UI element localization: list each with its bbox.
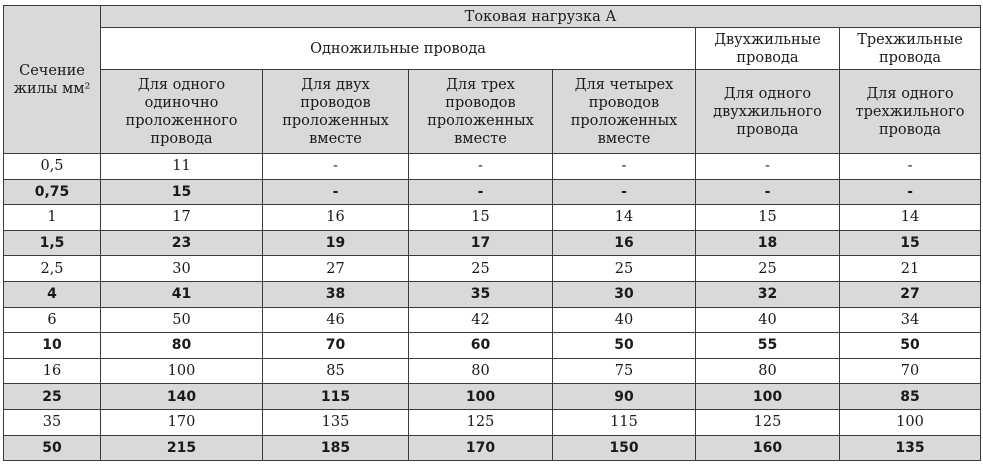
- current-value-cell: 50: [101, 307, 263, 333]
- current-value-cell: -: [409, 179, 553, 205]
- current-value-cell: 19: [263, 230, 409, 256]
- current-value-cell: -: [840, 154, 981, 180]
- table-header: [4, 6, 981, 154]
- current-value-cell: 150: [553, 435, 696, 461]
- table-row: [4, 179, 981, 205]
- current-value-cell: 70: [263, 333, 409, 359]
- current-value-cell: 85: [263, 358, 409, 384]
- two-core-group-header: Двухжильные провода: [696, 28, 840, 70]
- current-load-title: Токовая нагрузка А: [101, 6, 981, 28]
- table-row: [4, 435, 981, 461]
- current-value-cell: -: [840, 179, 981, 205]
- current-value-cell: 27: [840, 281, 981, 307]
- current-value-cell: 25: [553, 256, 696, 282]
- current-value-cell: 15: [696, 205, 840, 231]
- current-value-cell: 80: [696, 358, 840, 384]
- subcolumn-header: Для одного трехжильного провода: [840, 70, 981, 154]
- section-header: Сечение жилы мм²: [4, 6, 101, 154]
- section-cell: 0,75: [4, 179, 101, 205]
- table-row: [4, 205, 981, 231]
- current-value-cell: 40: [553, 307, 696, 333]
- section-cell: 2,5: [4, 256, 101, 282]
- current-value-cell: 170: [101, 409, 263, 435]
- table-row: [4, 307, 981, 333]
- table-row: [4, 256, 981, 282]
- section-cell: 10: [4, 333, 101, 359]
- table-row: [4, 154, 981, 180]
- current-value-cell: -: [409, 154, 553, 180]
- current-value-cell: 32: [696, 281, 840, 307]
- current-value-cell: 25: [409, 256, 553, 282]
- current-value-cell: 17: [409, 230, 553, 256]
- current-value-cell: 21: [840, 256, 981, 282]
- current-value-cell: 41: [101, 281, 263, 307]
- current-value-cell: 135: [263, 409, 409, 435]
- current-value-cell: 15: [101, 179, 263, 205]
- subcolumn-header: Для одного одиночно проложенного провода: [101, 70, 263, 154]
- current-value-cell: 80: [101, 333, 263, 359]
- subcolumn-header: Для двух проводов проложенных вместе: [263, 70, 409, 154]
- subcolumn-header: Для четырех проводов проложенных вместе: [553, 70, 696, 154]
- section-cell: 25: [4, 384, 101, 410]
- current-value-cell: 85: [840, 384, 981, 410]
- three-core-group-header: Трехжильные провода: [840, 28, 981, 70]
- current-value-cell: 18: [696, 230, 840, 256]
- current-value-cell: 60: [409, 333, 553, 359]
- section-cell: 6: [4, 307, 101, 333]
- current-value-cell: 23: [101, 230, 263, 256]
- section-cell: 50: [4, 435, 101, 461]
- current-value-cell: 170: [409, 435, 553, 461]
- current-value-cell: 30: [553, 281, 696, 307]
- current-value-cell: 80: [409, 358, 553, 384]
- current-value-cell: 38: [263, 281, 409, 307]
- section-cell: 0,5: [4, 154, 101, 180]
- current-value-cell: 17: [101, 205, 263, 231]
- current-value-cell: 11: [101, 154, 263, 180]
- current-value-cell: 14: [840, 205, 981, 231]
- current-value-cell: 115: [553, 409, 696, 435]
- table-body: [4, 154, 981, 461]
- current-value-cell: 25: [696, 256, 840, 282]
- current-value-cell: 30: [101, 256, 263, 282]
- current-value-cell: 115: [263, 384, 409, 410]
- current-value-cell: 35: [409, 281, 553, 307]
- section-cell: 1: [4, 205, 101, 231]
- current-value-cell: 75: [553, 358, 696, 384]
- current-value-cell: 50: [553, 333, 696, 359]
- table-row: [4, 230, 981, 256]
- table-row: [4, 281, 981, 307]
- section-cell: 16: [4, 358, 101, 384]
- current-value-cell: -: [263, 154, 409, 180]
- current-value-cell: 100: [409, 384, 553, 410]
- current-value-cell: 140: [101, 384, 263, 410]
- current-value-cell: -: [696, 154, 840, 180]
- current-value-cell: -: [553, 179, 696, 205]
- current-value-cell: 50: [840, 333, 981, 359]
- current-value-cell: 27: [263, 256, 409, 282]
- current-value-cell: -: [553, 154, 696, 180]
- section-cell: 1,5: [4, 230, 101, 256]
- current-value-cell: 100: [696, 384, 840, 410]
- current-value-cell: 100: [840, 409, 981, 435]
- table-row: [4, 384, 981, 410]
- current-value-cell: 185: [263, 435, 409, 461]
- subcolumn-header: Для одного двухжильного провода: [696, 70, 840, 154]
- current-load-table: [3, 5, 981, 461]
- table-row: [4, 409, 981, 435]
- current-value-cell: -: [263, 179, 409, 205]
- current-value-cell: 55: [696, 333, 840, 359]
- table-row: [4, 333, 981, 359]
- current-value-cell: 40: [696, 307, 840, 333]
- current-value-cell: 125: [696, 409, 840, 435]
- current-value-cell: 70: [840, 358, 981, 384]
- single-core-group-header: Одножильные провода: [101, 28, 696, 70]
- current-value-cell: 42: [409, 307, 553, 333]
- subcolumn-header: Для трех проводов проложенных вместе: [409, 70, 553, 154]
- section-cell: 4: [4, 281, 101, 307]
- current-value-cell: 14: [553, 205, 696, 231]
- current-value-cell: 135: [840, 435, 981, 461]
- current-value-cell: 100: [101, 358, 263, 384]
- current-value-cell: 34: [840, 307, 981, 333]
- current-value-cell: 160: [696, 435, 840, 461]
- current-value-cell: 16: [263, 205, 409, 231]
- current-value-cell: 90: [553, 384, 696, 410]
- current-value-cell: 16: [553, 230, 696, 256]
- current-value-cell: -: [696, 179, 840, 205]
- current-value-cell: 15: [409, 205, 553, 231]
- section-cell: 35: [4, 409, 101, 435]
- current-value-cell: 15: [840, 230, 981, 256]
- table-row: [4, 358, 981, 384]
- current-value-cell: 215: [101, 435, 263, 461]
- current-value-cell: 46: [263, 307, 409, 333]
- current-value-cell: 125: [409, 409, 553, 435]
